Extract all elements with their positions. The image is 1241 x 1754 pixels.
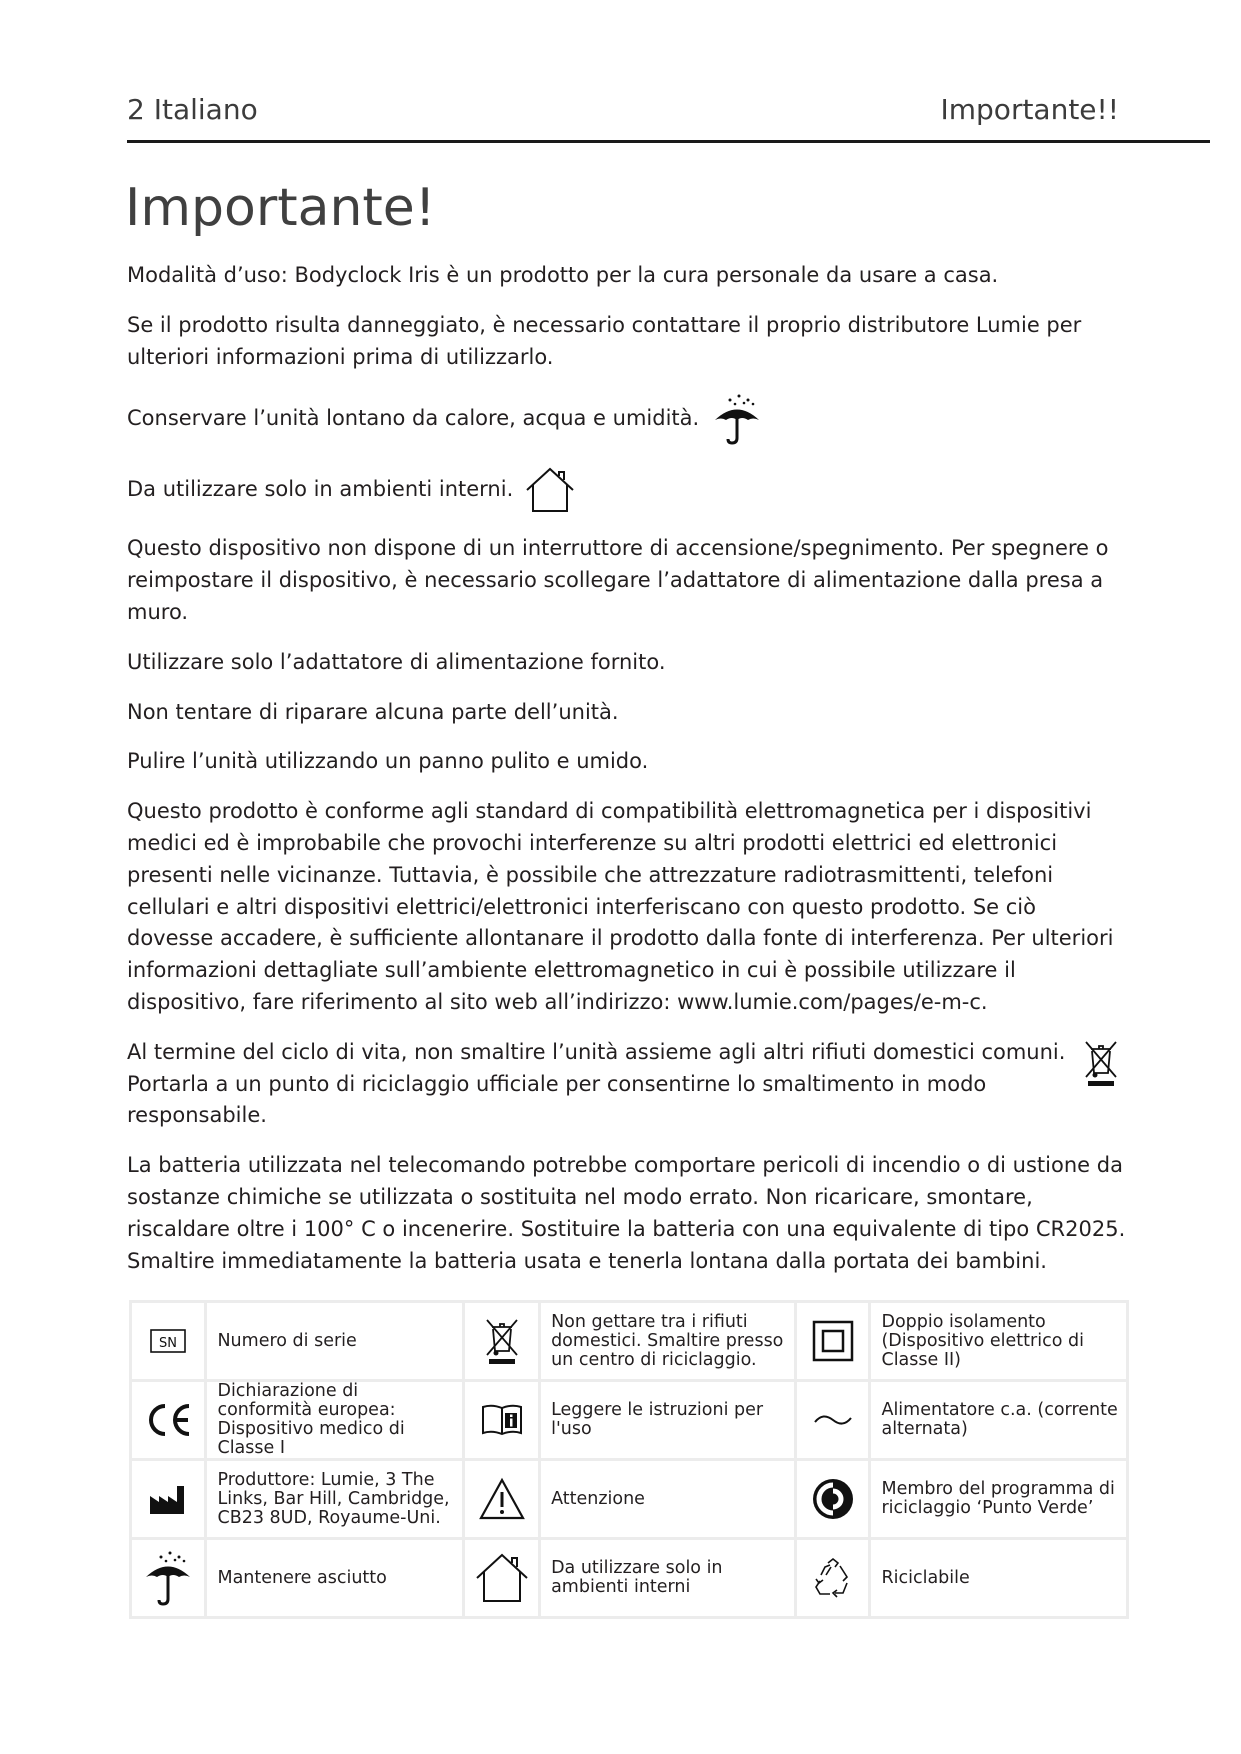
- symbols-table: [129, 1300, 1129, 1619]
- keep-dry-icon: [131, 1539, 206, 1618]
- paragraph-disposal: Al termine del ciclo di vita, non smaltire l’unità assieme agli altri rifiuti domestici comuni. Portarla a un punto di riciclaggio ufficiale per consentirne lo smaltimento in modo responsabile.: [127, 1039, 1066, 1128]
- instructions-text: Leggere le istruzioni per l'uso: [540, 1381, 796, 1460]
- serial-number-icon: [131, 1302, 206, 1381]
- header-rule: [127, 140, 1210, 143]
- paragraph-repair: Non tentare di riparare alcuna parte dell’unità.: [127, 699, 619, 724]
- paragraph-storage: [127, 391, 1127, 447]
- umbrella-icon: [709, 391, 765, 447]
- manufacturer-icon: [131, 1460, 206, 1539]
- instructions-icon: [464, 1381, 540, 1460]
- warning-text: Attenzione: [540, 1460, 796, 1539]
- page-title: Importante!: [125, 178, 436, 238]
- ce-mark-text: Dichiarazione di conformità europea: Dispositivo medico di Classe I: [206, 1381, 464, 1460]
- ce-mark-icon: [131, 1381, 206, 1460]
- warning-icon: [464, 1460, 540, 1539]
- table-row: [131, 1381, 1128, 1460]
- paragraph-storage-text: Conservare l’unità lontano da calore, acqua e umidità.: [127, 406, 700, 431]
- paragraph-adapter: Utilizzare solo l’adattatore di alimentazione fornito.: [127, 649, 666, 674]
- house-icon: [523, 465, 577, 515]
- paragraph-indoor-text: Da utilizzare solo in ambienti interni.: [127, 477, 514, 502]
- recyclable-text: Riciclabile: [870, 1539, 1128, 1618]
- table-row: [131, 1460, 1128, 1539]
- serial-number-label: SN: [159, 1336, 178, 1351]
- paragraph-power-switch: Questo dispositivo non dispone di un interruttore di accensione/spegnimento. Per spegnere o reimpostare il dispositivo, è necessario scollegare l’adattatore di alimentazione dalla presa a muro.: [127, 536, 1109, 624]
- table-row: [131, 1302, 1128, 1381]
- weee-text: Non gettare tra i rifiuti domestici. Smaltire presso un centro di riciclaggio.: [540, 1302, 796, 1381]
- page-number-language: 2 Italiano: [127, 93, 258, 126]
- paragraph-damaged: Se il prodotto risulta danneggiato, è necessario contattare il proprio distributore Lumie per ulteriori informazioni prima di utilizzarlo.: [127, 312, 1082, 369]
- indoor-use-text: Da utilizzare solo in ambienti interni: [540, 1539, 796, 1618]
- green-dot-icon: [796, 1460, 870, 1539]
- manufacturer-text: Produttore: Lumie, 3 The Links, Bar Hill, Cambridge, CB23 8UD, Royaume-Uni.: [206, 1460, 464, 1539]
- weee-icon: [464, 1302, 540, 1381]
- ac-current-icon: [796, 1381, 870, 1460]
- section-title: Importante!!: [940, 93, 1119, 126]
- serial-number-text: Numero di serie: [206, 1302, 464, 1381]
- green-dot-text: Membro del programma di riciclaggio ‘Punto Verde’: [870, 1460, 1128, 1539]
- page-header: [127, 93, 1119, 125]
- table-row: [131, 1539, 1128, 1618]
- paragraph-intended-use: Modalità d’uso: Bodyclock Iris è un prodotto per la cura personale da usare a casa.: [127, 263, 999, 287]
- paragraph-disposal-row: [127, 1037, 1127, 1132]
- paragraph-cleaning: Pulire l’unità utilizzando un panno pulito e umido.: [127, 749, 649, 774]
- body-text: [127, 260, 1127, 1295]
- indoor-use-icon: [464, 1539, 540, 1618]
- double-insulation-text: Doppio isolamento (Dispositivo elettrico di Classe II): [870, 1302, 1128, 1381]
- paragraph-indoor: [127, 465, 1127, 515]
- paragraph-battery: La batteria utilizzata nel telecomando potrebbe comportare pericoli di incendio o di ustione da sostanze chimiche se utilizzata o sostituita nel modo errato. Non ricaricare, smontare, riscaldare oltre i 100° C o incenerire. Sostituire la batteria con una equivalente di tipo CR2025. Smaltire immediatamente la batteria usata e tenerla lontana dalla portata dei bambini.: [127, 1153, 1126, 1273]
- keep-dry-text: Mantenere asciutto: [206, 1539, 464, 1618]
- weee-bin-icon: [1081, 1037, 1121, 1089]
- paragraph-emc: Questo prodotto è conforme agli standard di compatibilità elettromagnetica per i dispositivi medici ed è improbabile che provochi interferenze su altri prodotti elettrici ed elettronici presenti nelle vicinanze. Tuttavia, è possibile che attrezzature radiotrasmittenti, telefoni cellulari e altri dispositivi elettrici/elettronici interferiscano con questo prodotto. Se ciò dovesse accadere, è sufficiente allontanare il prodotto dalla fonte di interferenza. Per ulteriori informazioni dettagliate sull’ambiente elettromagnetico in cui è possibile utilizzare il dispositivo, fare riferimento al sito web all’indirizzo: www.lumie.com/pages/e-m-c.: [127, 799, 1114, 1014]
- recyclable-icon: [796, 1539, 870, 1618]
- ac-current-text: Alimentatore c.a. (corrente alternata): [870, 1381, 1128, 1460]
- double-insulation-icon: [796, 1302, 870, 1381]
